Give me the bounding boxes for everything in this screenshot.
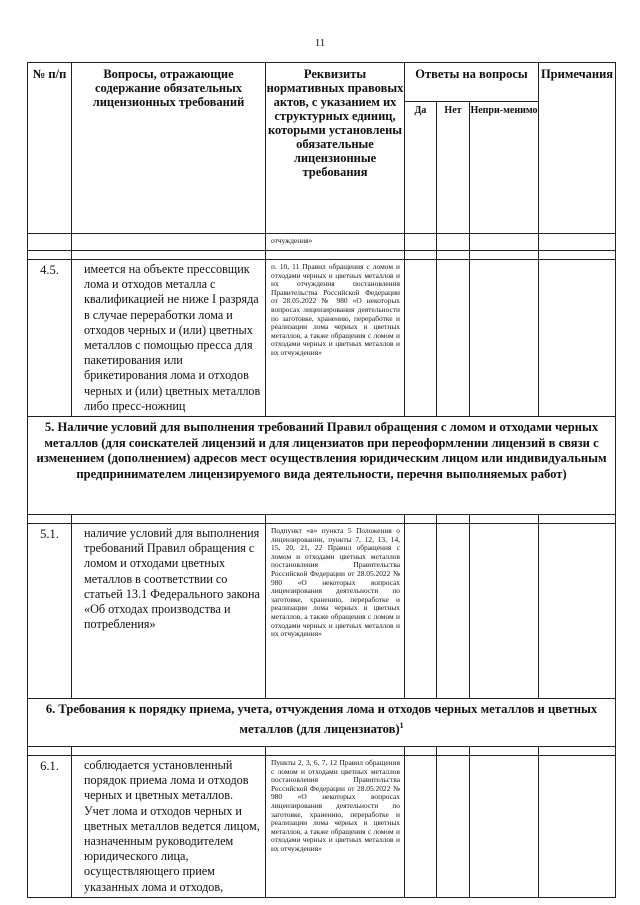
header-no: Нет xyxy=(437,102,470,234)
page-number: 11 xyxy=(314,37,326,49)
section-heading-5: 5. Наличие условий для выполнения требований Правил обращения с ломом и отходами черных металлов (для соискателей лицензий и для лицензиатов при переоформлении лицензий в связи с изменением (дополнением) адресов мест осуществления юридическим лицом или индивидуальным предпринимателем лицензируемого вида деятельности, перечня выполняемых работ) xyxy=(28,417,616,515)
header-questions: Вопросы, отражающие содержание обязательных лицензионных требований xyxy=(72,63,266,234)
answer-na-cell[interactable] xyxy=(470,260,539,417)
table-row xyxy=(28,756,616,898)
notes-cell[interactable] xyxy=(539,524,616,699)
answer-yes-cell[interactable] xyxy=(405,756,437,898)
section-heading-6-text: 6. Требования к порядку приема, учета, отчуждения лома и отходов черных металлов и цветных металлов (для лицензиатов) xyxy=(45,702,598,736)
answer-no-cell[interactable] xyxy=(437,260,470,417)
row-number: 5.1. xyxy=(28,524,72,699)
answer-na-cell[interactable] xyxy=(470,524,539,699)
row-number: 6.1. xyxy=(28,756,72,898)
answer-yes-cell[interactable] xyxy=(405,524,437,699)
header-requisites: Реквизиты нормативных правовых актов, с указанием их структурных единиц, которыми установлены обязательные лицензионные требования xyxy=(266,63,405,234)
carry-over-text: отчуждения» xyxy=(266,234,405,251)
license-requirements-table xyxy=(27,62,616,898)
row-requisites: п. 10, 11 Правил обращения с ломом и отходами черных и цветных металлов и их отчуждения постановления Правительства Российской Федерации от 28.05.2022 № 980 «О некоторых вопросах лицензирования деятельности по заготовке, хранению, переработке и реализации лома черных и цветных металлов, а также обращения с ломом и отходами черных и цветных металлов и их отчуждения» xyxy=(266,260,405,417)
section-row xyxy=(28,417,616,515)
table-row xyxy=(28,260,616,417)
answer-yes-cell[interactable] xyxy=(405,260,437,417)
carry-over-row xyxy=(28,234,616,251)
row-requisites: Пункты 2, 3, 6, 7, 12 Правил обращения с ломом и отходами цветных металлов постановления Правительства Российской Федерации от 28.05.2022 № 980 «О некоторых вопросах лицензирования деятельности по заготовке, хранению, переработке и реализации лома черных и цветных металлов, а также обращения с ломом и отходами черных и цветных металлов и их отчуждения» xyxy=(266,756,405,898)
row-number: 4.5. xyxy=(28,260,72,417)
row-question: наличие условий для выполнения требований Правил обращения с ломом и отходами цветных металлов в соответствии со статьей 13.1 Федерального закона «Об отходах производства и потребления» xyxy=(72,524,266,699)
section-row xyxy=(28,699,616,747)
answer-no-cell[interactable] xyxy=(437,756,470,898)
header-answers: Ответы на вопросы xyxy=(405,63,539,102)
table-row xyxy=(28,524,616,699)
header-na: Непри-менимо xyxy=(470,102,539,234)
header-num: № п/п xyxy=(28,63,72,234)
footnote-marker: 1 xyxy=(399,720,404,730)
row-question: имеется на объекте прессовщик лома и отходов металла с квалификацией не ниже I разряда в случае переработки лома и отходов черных и (или) цветных металлов с помощью пресса для пакетирования или брикетирования лома и отходов черных и (или) цветных металлов либо пресс-ножниц xyxy=(72,260,266,417)
answer-na-cell[interactable] xyxy=(470,756,539,898)
section-heading-6 xyxy=(28,699,616,747)
notes-cell[interactable] xyxy=(539,756,616,898)
row-requisites: Подпункт «в» пункта 5 Положения о лицензировании, пункты 7, 12, 13, 14, 15, 20, 21, 22 Правил обращения с ломом и отходами цветных металлов постановления Правительства Российской Федерации от 28.05.2022 № 980 «О некоторых вопросах лицензирования деятельности по заготовке, хранению, переработке и реализации лома черных и цветных металлов, а также обращения с ломом и отходами черных и цветных металлов и их отчуждения» xyxy=(266,524,405,699)
header-yes: Да xyxy=(405,102,437,234)
notes-cell[interactable] xyxy=(539,260,616,417)
row-question: соблюдается установленный порядок приема лома и отходов черных и цветных металлов. Учет лома и отходов черных и цветных металлов ведется лицом, назначенным руководителем юридического лица, осуществляющего прием указанных лома и отходов, xyxy=(72,756,266,898)
header-notes: Примечания xyxy=(539,63,616,234)
answer-no-cell[interactable] xyxy=(437,524,470,699)
